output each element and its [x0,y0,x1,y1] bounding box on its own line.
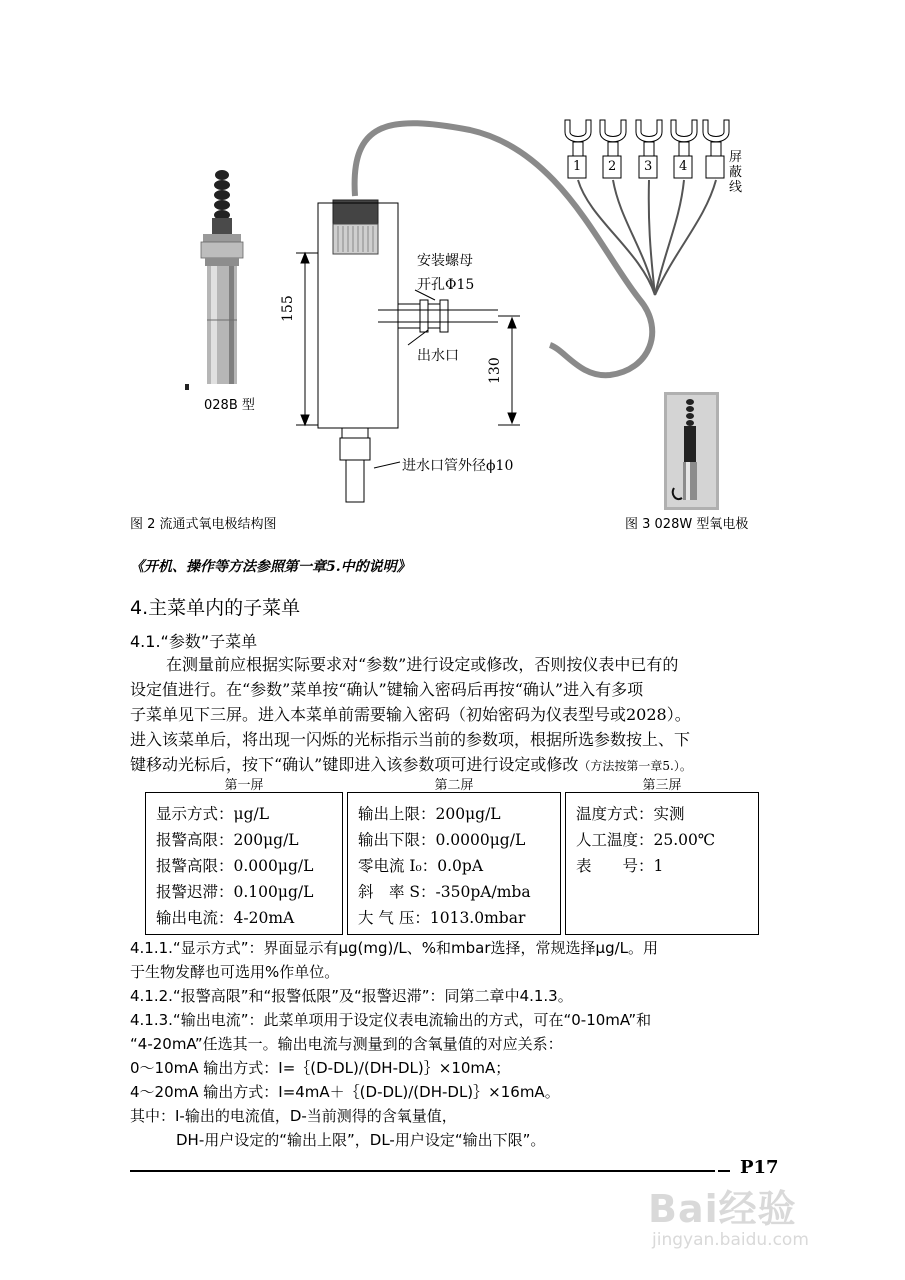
page-number: P17 [740,1157,779,1178]
item-line: 4.1.1.“显示方式”：界面显示有μg(mg)/L、%和mbar选择，常规选择μg/L。用 [130,939,659,957]
screen-line: 零电流 I₀：0.0pA [358,857,484,875]
paragraph-note: （方法按第一章5.）。 [578,759,692,773]
paragraph-line: 键移动光标后，按下“确认”键即进入该参数项可进行设定或修改（方法按第一章5.）。 [130,755,692,774]
paragraph-line: 进入该菜单后，将出现一闪烁的光标指示当前的参数项，根据所选参数按上、下 [130,730,691,749]
watermark-logo: Bai经验 [648,1187,797,1231]
sub-title: 4.1.“参数”子菜单 [130,632,258,651]
item-line: 其中：I-输出的电流值，D-当前测得的含氧量值， [130,1107,457,1125]
item-line: 4～20mA 输出方式：I=4mA＋｛(D-DL)/(DH-DL)｝×16mA。 [130,1083,560,1101]
screen-1-box [145,792,343,935]
item-line: 于生物发酵也可选用%作单位。 [130,963,340,981]
screen-3-title: 第三屏 [642,778,682,793]
screen-2-box [347,792,561,935]
watermark-url: jingyan.baidu.com [652,1230,809,1250]
shield-label: 屏 蔽 线 [729,150,743,195]
screen-line: 人工温度：25.00℃ [576,831,716,849]
caption-right: 图 3 028W 型氧电极 [625,517,749,532]
paragraph [130,652,790,779]
flow-cell-drawing [296,123,652,502]
item-line: 0～10mA 输出方式：I=｛(D-DL)/(DH-DL)｝×10mA； [130,1059,511,1077]
caption-left: 图 2 流通式氧电极结构图 [130,517,277,532]
screen-1-title: 第一屏 [224,778,264,793]
screen-line: 输出下限：0.0000μg/L [358,831,526,849]
probe-028b-photo [185,165,257,390]
screen-line: 温度方式：实测 [576,805,685,823]
dim-130-label: 130 [487,357,503,384]
footer-rule-tail [718,1170,730,1172]
paragraph-line: 在测量前应根据实际要求对“参数”进行设定或修改，否则按仪表中已有的 [166,655,679,674]
screen-line: 报警迟滞：0.100μg/L [156,883,314,901]
terminal-1: 1 [573,159,582,174]
item-line: DH-用户设定的“输出上限”，DL-用户设定“输出下限”。 [176,1131,546,1149]
screen-line: 报警高限：200μg/L [156,831,299,849]
dim-155-label: 155 [280,295,296,322]
note-line: 《开机、操作等方法参照第一章5.中的说明》 [130,559,411,575]
inlet-label: 进水口管外径ϕ10 [402,458,514,474]
items-block [130,936,790,1152]
screen-line: 输出上限：200μg/L [358,805,501,823]
terminal-2: 2 [608,159,617,174]
screen-3-box [565,792,759,935]
screen-line: 大 气 压：1013.0mbar [358,909,526,927]
paragraph-line: 子菜单见下三屏。进入本菜单前需要输入密码（初始密码为仪表型号或2028）。 [130,705,691,724]
item-line: “4-20mA”任选其一。输出电流与测量到的含氧量值的对应关系： [130,1035,563,1053]
screen-line: 报警高限：0.000μg/L [156,857,314,875]
item-line: 4.1.2.“报警高限”和“报警低限”及“报警迟滞”：同第二章中4.1.3。 [130,987,573,1005]
section-title: 4.主菜单内的子菜单 [130,597,301,619]
outlet-label: 出水口 [417,348,459,364]
terminal-4: 4 [679,159,688,174]
probe-028w-photo [664,392,719,510]
footer-rule [130,1170,715,1172]
terminal-3: 3 [644,159,653,174]
item-line: 4.1.3.“输出电流”：此菜单项用于设定仪表电流输出的方式，可在“0-10mA”和 [130,1011,652,1029]
probe-028b-label: 028B 型 [204,398,255,413]
paragraph-line: 设定值进行。在“参数”菜单按“确认”键输入密码后再按“确认”进入有多项 [130,680,644,699]
screen-line: 斜 率 S：-350pA/mba [358,883,531,901]
screen-2-title: 第二屏 [434,778,474,793]
hole-label: 开孔Φ15 [417,277,475,293]
screen-line: 显示方式：μg/L [156,805,270,823]
screen-line: 输出电流：4-20mA [156,909,295,927]
nut-label: 安装螺母 [417,253,473,269]
figure-area [0,0,905,540]
screen-line: 表 号：1 [576,857,664,875]
